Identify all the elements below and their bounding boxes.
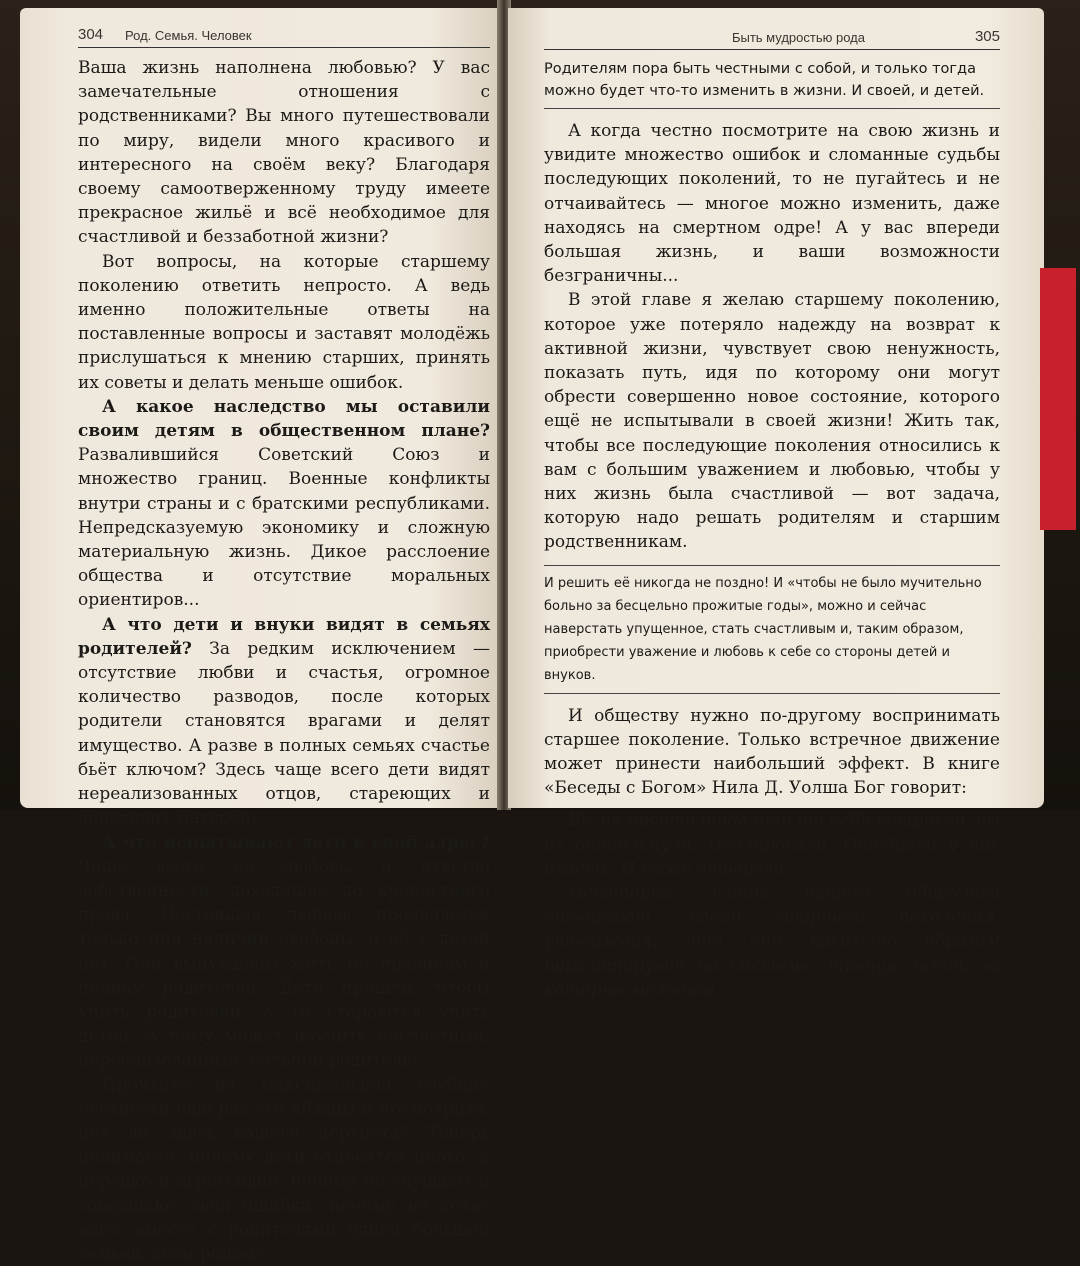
highlight-box-rule xyxy=(544,565,1000,566)
right-paragraph: И обществу нужно по-другому воспринимать старшее поколение. Только встречное движение может принести наибольший эффект. В книге «Беседы с Богом» Нила Д. Уолша Бог говорит: xyxy=(544,705,1000,799)
left-paragraph: Ваша жизнь наполнена любовью? У вас замечательные отношения с родственниками? Вы много путешествовали по миру, видели много красивого и интересного на своём веку? Благодаря своему самоотверженному труду имеете прекрасное жильё и всё необходимое для счастливой и беззаботной жизни? xyxy=(78,58,490,248)
left-page xyxy=(20,8,500,1264)
left-page-number: 304 xyxy=(78,26,104,43)
right-paragraph: В этой главе я желаю старшему поколению, которое уже потеряло надежду на возврат к активной жизни, чувствует свою ненужность, показать путь, идя по которому они могут обрести совершенно новое состояние, которого ещё не испытывали в своей жизни! Жить так, чтобы все последующие поколения относились к вам с большим уважением и любовью, чтобы у них жизнь была счастливой — вот задача, которую надо решать родителям и старшим родственникам. xyxy=(544,290,1000,553)
highlight-box xyxy=(544,565,1000,694)
left-paragraph: Вот вопросы, на которые старшему поколению ответить непросто. А ведь именно положительные ответы на поставленные вопросы и заставят молодёжь прислушаться к мнению старших, принять их советы и делать меньше ошибок. xyxy=(78,251,490,393)
left-header-title: Род. Семья. Человек xyxy=(125,28,252,43)
right-header-rule xyxy=(544,49,1000,50)
right-page xyxy=(508,8,1044,1000)
red-bookmark-tab xyxy=(1040,268,1076,530)
highlight-box-rule xyxy=(544,693,1000,694)
highlight-box-text: Родителям пора быть честными с собой, и только тогда можно будет что-то изменить в жизни. И своей, и детей. xyxy=(544,61,985,99)
quote-paragraph: Вы не просто отдалили от себя стариков, вы их оттолкнули. Изолировали. Отобрали у них власть. И даже отвергли. xyxy=(544,810,1000,879)
highlight-box-rule xyxy=(544,108,1000,109)
left-paragraph: А что дети и внуки видят в семьях родителей? За редким исключением — отсутствие любви и счастья, огромное количество разводов, после которых родители становятся врагами и делят имущество. А разве в полных семьях счастье бьёт ключом? Здесь чаще всего дети видят нереализованных отцов, стареющих и болеющих матерей... xyxy=(78,614,490,829)
left-header-rule xyxy=(78,47,490,48)
left-paragraph: А какое наследство мы оставили своим детям в общественном плане? Развалившийся Советский Союз и множество границ. Военные конфликты внутри страны и с братскими республиками. Непредсказуемую экономику и сложную материальную жизнь. Дикое расслоение общества и отсутствие моральных ориентиров... xyxy=(78,396,490,611)
left-paragraph: Прочтите на максимальной глубине честности ещё раз эти абзацы и посмотрите, нет ли здесь вашего портрета? Теперь понимаете, почему дети относятся плохо, а нередко и агрессивно, почему не слушают и совершают свои ошибки, почему не хотят жить вместе с родителями одной большой семьёй, всем родом? xyxy=(78,1074,490,1264)
highlight-box xyxy=(544,58,1000,109)
right-running-head xyxy=(544,28,1000,45)
left-paragraph: А что испытывают дети в свой адрес? Чаще всего не любовь, а чувство собственности, доходящее до крепостного права. Настоящая любовь проявляется только при наличии свободы, а её у детей нет. Они вынуждены жить по правилам и планам родителей. Дети пришли, чтобы учить родителей, а те стараются учить детей. А чему может научить несчастный, нереализованный, больной родитель? xyxy=(78,832,490,1071)
right-page-number: 305 xyxy=(974,28,1000,45)
quote-paragraph: Некоторые члены вашего общества отвергают людей старшего поколения, утверждая, что они каким-то образом паразитируют на системе, требуя льгот, за которые молодым xyxy=(544,883,1000,1000)
right-paragraph: А когда честно посмотрите на свою жизнь и увидите множество ошибок и сломанные судьбы последующих поколений, то не пугайтесь и не отчаивайтесь — многое можно изменить, даже находясь на смертном одре! А у вас впереди большая жизнь, и ваши возможности безграничны... xyxy=(544,121,1000,287)
left-running-head xyxy=(78,26,490,43)
right-header-title: Быть мудростью рода xyxy=(731,30,865,45)
highlight-box-text: И решить её никогда не поздно! И «чтобы не было мучительно больно за бесцельно прожитые годы», можно и сейчас наверстать упущенное, стать счастливым и, таким образом, приобрести уважение и любовь к себе со стороны детей и внуков. xyxy=(544,575,982,683)
